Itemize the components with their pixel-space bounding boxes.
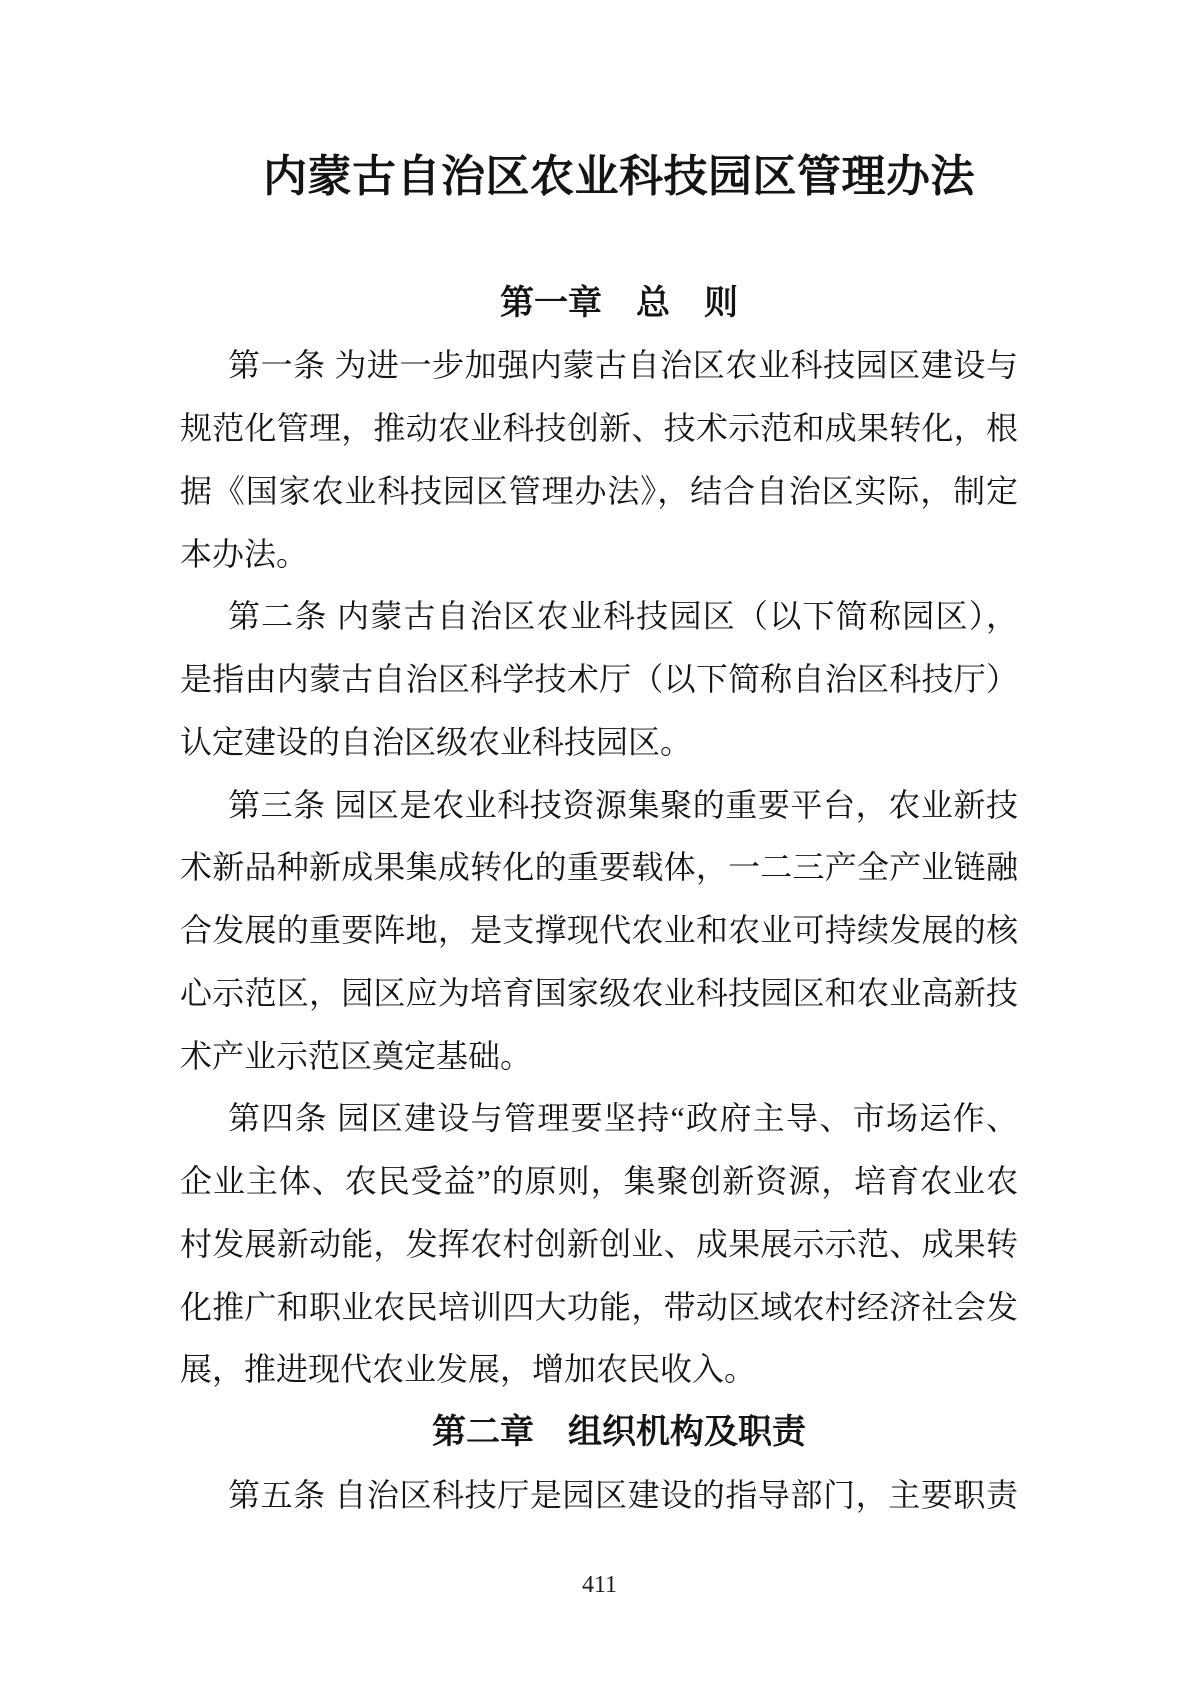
page-number: 411 xyxy=(581,1572,618,1598)
text-line: 化推广和职业农民培训四大功能，带动区域农村经济社会发 xyxy=(180,1288,1018,1325)
text-line: 展，推进现代农业发展，增加农民收入。 xyxy=(180,1351,757,1388)
text-line: 合发展的重要阵地，是支撑现代农业和农业可持续发展的核 xyxy=(180,912,1018,948)
text-line: 第二条 内蒙古自治区农业科技园区（以下简称园区）， xyxy=(228,598,1018,635)
text-line: 是指由内蒙古自治区科学技术厅（以下简称自治区科技厅） xyxy=(180,661,1018,697)
document-content xyxy=(180,146,1018,1527)
text-line: 术新品种新成果集成转化的重要载体，一二三产全产业链融 xyxy=(180,849,1018,886)
text-line: 第五条 自治区科技厅是园区建设的指导部门，主要职责 xyxy=(228,1476,1018,1513)
document-flow xyxy=(180,272,1018,1527)
text-line: 心示范区，园区应为培育国家级农业科技园区和农业高新技 xyxy=(180,974,1018,1011)
chapter-heading: 第一章 总 则 xyxy=(500,283,738,322)
text-line: 据《国家农业科技园区管理办法》，结合自治区实际，制定 xyxy=(180,472,1018,509)
document-title: 内蒙古自治区农业科技园区管理办法 xyxy=(263,152,975,201)
text-line: 村发展新动能，发挥农村创新创业、成果展示示范、成果转 xyxy=(180,1225,1018,1262)
text-line: 规范化管理，推动农业科技创新、技术示范和成果转化，根 xyxy=(180,410,1018,446)
text-line: 术产业示范区奠定基础。 xyxy=(180,1037,533,1074)
text-line: 认定建设的自治区级农业科技园区。 xyxy=(180,723,693,760)
text-line: 本办法。 xyxy=(180,535,309,572)
text-line: 第三条 园区是农业科技资源集聚的重要平台，农业新技 xyxy=(228,786,1018,823)
text-line: 第四条 园区建设与管理要坚持“政府主导、市场运作、 xyxy=(228,1100,1018,1137)
text-line: 第一条 为进一步加强内蒙古自治区农业科技园区建设与 xyxy=(228,347,1018,384)
chapter-heading: 第二章 组织机构及职责 xyxy=(432,1413,806,1451)
text-line: 企业主体、农民受益”的原则，集聚创新资源，培育农业农 xyxy=(180,1163,1018,1199)
